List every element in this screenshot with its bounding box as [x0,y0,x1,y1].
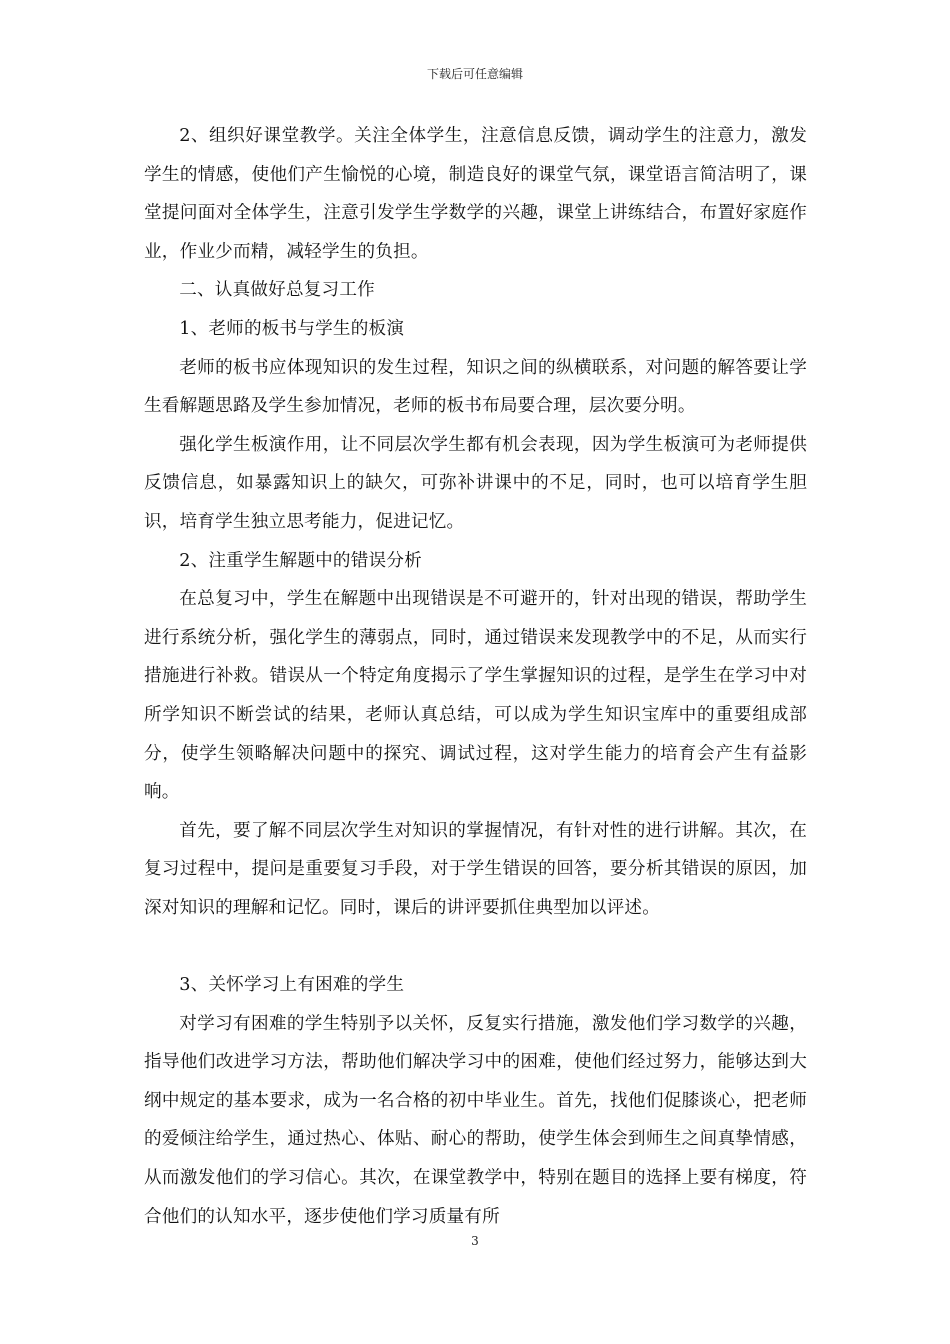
subheading-struggling-students: 3、关怀学习上有困难的学生 [179,975,405,996]
section-heading-review: 二、认真做好总复习工作 [179,280,375,301]
paragraph-student-board-work: 强化学生板演作用，让不同层次学生都有机会表现，因为学生板演可为老师提供反馈信息，如暴露知识上的缺欠，可弥补讲课中的不足，同时，也可以培育学生胆识，培育学生独立思考能力，促进记忆。 [144,434,807,532]
paragraph-different-levels: 首先，要了解不同层次学生对知识的掌握情况，有针对性的进行讲解。其次，在复习过程中，提问是重要复习手段，对于学生错误的回答，要分析其错误的原因，加深对知识的理解和记忆。同时，课后的讲评要抓住典型加以评述。 [144,820,807,918]
subheading-blackboard: 1、老师的板书与学生的板演 [179,318,405,339]
paragraph-error-analysis: 在总复习中，学生在解题中出现错误是不可避开的，针对出现的错误，帮助学生进行系统分析，强化学生的薄弱点，同时，通过错误来发现教学中的不足，从而实行措施进行补救。错误从一个特定角度揭示了学生掌握知识的过程，是学生在学习中对所学知识不断尝试的结果，老师认真总结，可以成为学生知识宝库中的重要组成部分，使学生领略解决问题中的探究、调试过程，这对学生能力的培育会产生有益影响。 [144,589,807,803]
page-number: 3 [471,1234,479,1248]
paragraph-teacher-blackboard: 老师的板书应体现知识的发生过程，知识之间的纵横联系，对问题的解答要让学生看解题思路及学生参加情况，老师的板书布局要合理，层次要分明。 [144,357,807,417]
page-header: 下载后可任意编辑 [426,67,523,81]
paragraph-struggling-students: 对学习有困难的学生特别予以关怀，反复实行措施，激发他们学习数学的兴趣，指导他们改进学习方法，帮助他们解决学习中的困难，使他们经过努力，能够达到大纲中规定的基本要求，成为一名合格的初中毕业生。首先，找他们促膝谈心，把老师的爱倾注给学生，通过热心、体贴、耐心的帮助，使学生体会到师生之间真挚情感，从而激发他们的学习信心。其次，在课堂教学中，特别在题目的选择上要有梯度，符合他们的认知水平，逐步使他们学习质量有所 [144,1013,807,1227]
subheading-error-analysis: 2、注重学生解题中的错误分析 [179,550,422,571]
blank-line [144,927,807,966]
paragraph-classroom-teaching: 2、组织好课堂教学。关注全体学生，注意信息反馈，调动学生的注意力，激发学生的情感，使他们产生愉悦的心境，制造良好的课堂气氛，课堂语言简洁明了，课堂提问面对全体学生，注意引发学生学数学的兴趣，课堂上讲练结合，布置好家庭作业，作业少而精，减轻学生的负担。 [144,126,807,262]
document-body [144,117,807,1236]
